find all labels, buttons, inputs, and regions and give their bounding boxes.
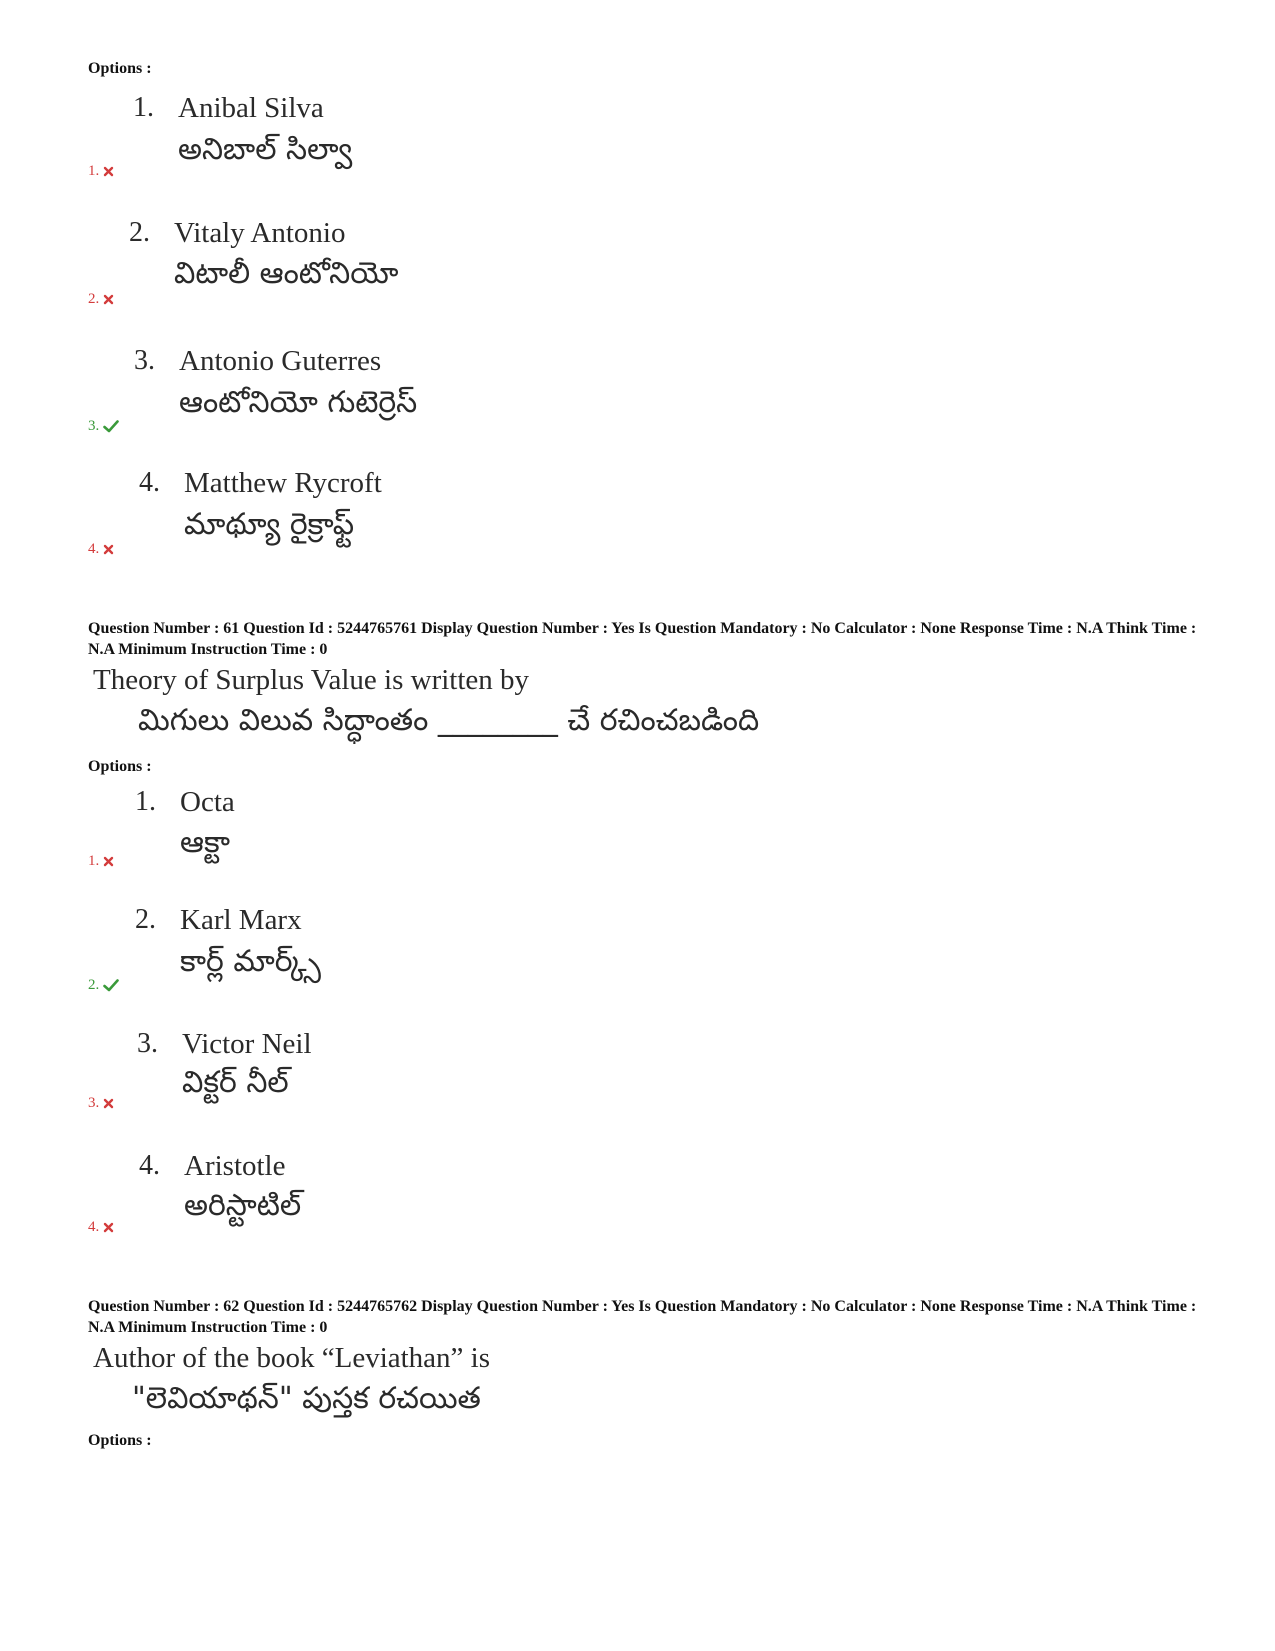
- cross-icon: [103, 1222, 114, 1233]
- cross-icon: [103, 166, 114, 177]
- option-number: 4.: [139, 467, 160, 498]
- cross-icon: [103, 1098, 114, 1109]
- option-number: 2.: [129, 217, 150, 248]
- option-text-en: Karl Marx: [180, 904, 302, 936]
- option-result-marker: [88, 1095, 114, 1112]
- option-text-en: Aristotle: [184, 1150, 286, 1182]
- question-stem-en: Theory of Surplus Value is written by: [93, 664, 530, 696]
- cross-icon: [103, 544, 114, 555]
- option-result-marker: [88, 853, 114, 870]
- option-text-en: Matthew Rycroft: [184, 467, 382, 499]
- cross-icon: [103, 856, 114, 867]
- option-number: 2.: [135, 904, 156, 935]
- option-text-te: ఆంటోనియో గుటెర్రెస్: [179, 385, 418, 420]
- option-number: 3.: [134, 345, 155, 376]
- option-text-te: అనిబాల్ సిల్వా: [178, 132, 353, 167]
- option-marker-number: 4.: [88, 1219, 100, 1235]
- option-result-marker: [88, 541, 114, 558]
- options-label: Options :: [88, 758, 152, 775]
- option-marker-number: 1.: [88, 163, 100, 179]
- option-number: 1.: [133, 92, 154, 123]
- option-result-marker: [88, 977, 119, 994]
- option-text-en: Vitaly Antonio: [174, 217, 346, 249]
- option-number: 1.: [135, 786, 156, 817]
- options-label: Options :: [88, 1432, 152, 1449]
- option-marker-number: 4.: [88, 541, 100, 557]
- question-stem-te: మిగులు విలువ సిద్ధాంతం ________ చే రచించబడింది: [138, 703, 760, 738]
- cross-icon: [103, 294, 114, 305]
- option-number: 4.: [139, 1150, 160, 1181]
- option-text-te: అరిస్టాటిల్: [184, 1188, 302, 1223]
- option-marker-number: 2.: [88, 291, 100, 307]
- option-text-te: ఆక్టా: [180, 825, 230, 860]
- option-marker-number: 3.: [88, 418, 100, 434]
- option-text-te: కార్ల్ మార్క్స్: [180, 944, 321, 979]
- question-meta: Question Number : 62 Question Id : 5244765762 Display Question Number : Yes Is Question Mandatory : No Calculator : None Response Time : N.A Think Time : N.A Minimum Instruction Time : 0: [88, 1298, 1197, 1336]
- options-label: Options :: [88, 60, 152, 77]
- option-marker-number: 2.: [88, 977, 100, 993]
- option-result-marker: [88, 163, 114, 180]
- option-text-te: విక్టర్ నీల్: [182, 1065, 289, 1100]
- option-marker-number: 1.: [88, 853, 100, 869]
- option-text-te: విటాలీ ఆంటోనియో: [174, 256, 399, 291]
- option-result-marker: [88, 1219, 114, 1236]
- option-marker-number: 3.: [88, 1095, 100, 1111]
- question-meta: Question Number : 61 Question Id : 5244765761 Display Question Number : Yes Is Question Mandatory : No Calculator : None Response Time : N.A Think Time : N.A Minimum Instruction Time : 0: [88, 620, 1197, 658]
- check-icon: [103, 420, 119, 433]
- option-result-marker: [88, 291, 114, 308]
- option-text-en: Anibal Silva: [178, 92, 324, 124]
- question-stem-en: Author of the book “Leviathan” is: [93, 1342, 491, 1374]
- option-text-te: మాథ్యూ రైక్రాఫ్ట్: [184, 507, 355, 542]
- option-result-marker: [88, 418, 119, 435]
- question-stem-te: "లెవియాథన్" పుస్తక రచయిత: [132, 1381, 481, 1416]
- option-number: 3.: [137, 1028, 158, 1059]
- option-text-en: Octa: [180, 786, 235, 818]
- option-text-en: Victor Neil: [182, 1028, 312, 1060]
- option-text-en: Antonio Guterres: [179, 345, 382, 377]
- check-icon: [103, 979, 119, 992]
